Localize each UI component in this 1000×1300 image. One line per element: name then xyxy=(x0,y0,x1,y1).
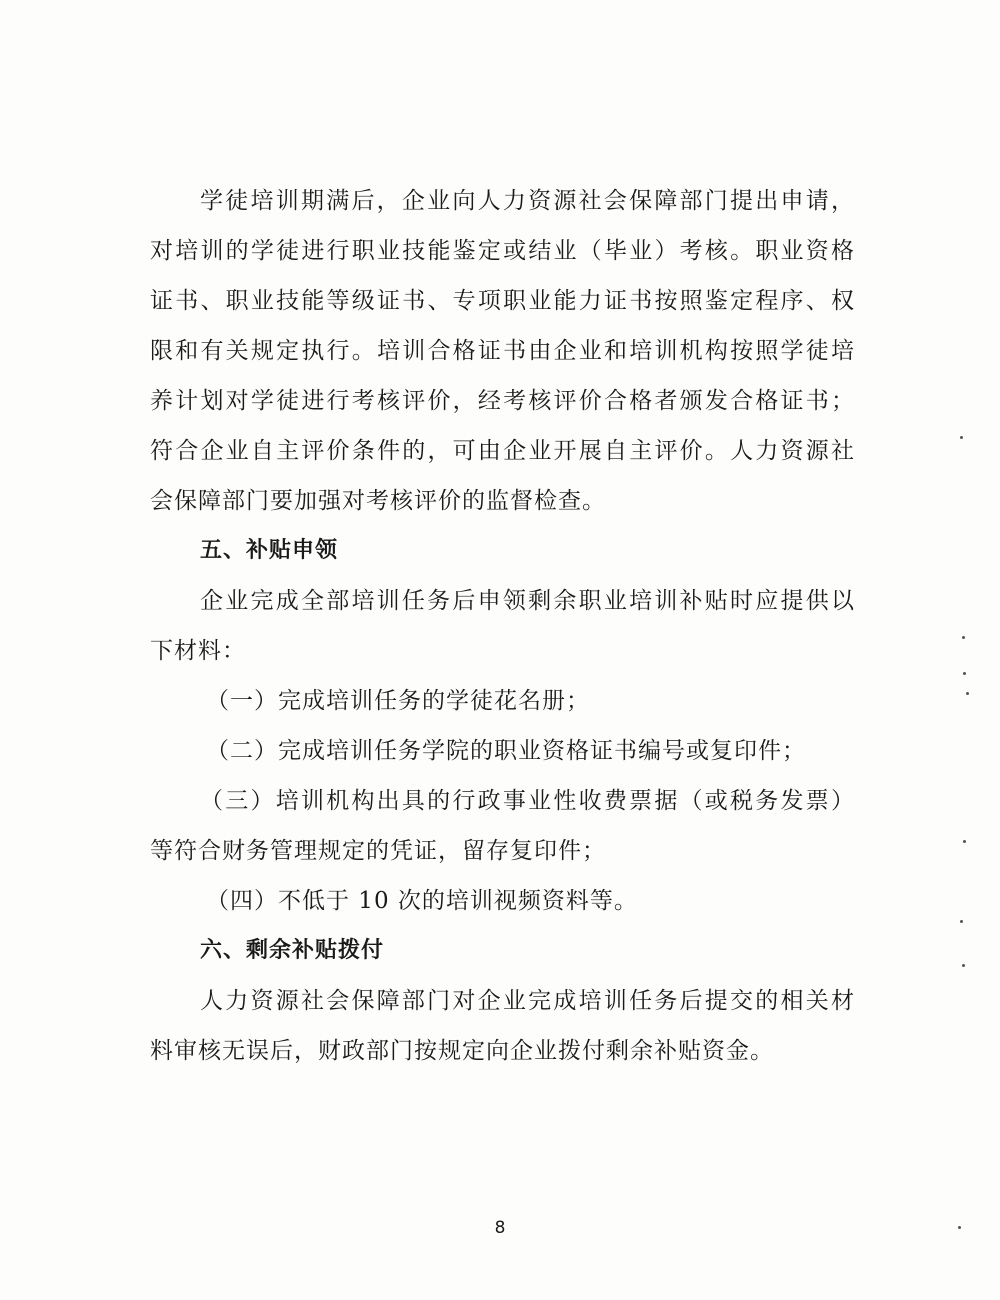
list-item: （三）培训机构出具的行政事业性收费票据（或税务发票） xyxy=(200,788,855,814)
scan-speck xyxy=(963,840,966,843)
paragraph-line: 料审核无误后，财政部门按规定向企业拨付剩余补贴资金。 xyxy=(150,1038,774,1064)
scan-speck xyxy=(962,636,965,639)
page-number: 8 xyxy=(494,1218,506,1238)
list-item: （一）完成培训任务的学徒花名册； xyxy=(206,688,590,714)
scan-speck xyxy=(963,672,966,675)
scan-speck xyxy=(966,692,969,695)
paragraph-line: 养计划对学徒进行考核评价，经考核评价合格者颁发合格证书； xyxy=(150,388,855,414)
scan-speck xyxy=(960,920,963,923)
section-heading-subsidy-claim: 五、补贴申领 xyxy=(200,538,339,563)
scan-speck xyxy=(958,1226,961,1229)
paragraph-line: 会保障部门要加强对考核评价的监督检查。 xyxy=(150,488,606,514)
section-heading-remaining-subsidy: 六、剩余补贴拨付 xyxy=(200,938,385,963)
paragraph-line: 下材料： xyxy=(150,638,246,664)
scan-speck xyxy=(962,964,965,967)
paragraph-line: 人力资源社会保障部门对企业完成培训任务后提交的相关材 xyxy=(200,988,855,1014)
list-item: （二）完成培训任务学院的职业资格证书编号或复印件； xyxy=(206,738,806,764)
paragraph-line: 对培训的学徒进行职业技能鉴定或结业（毕业）考核。职业资格 xyxy=(150,238,855,264)
paragraph-line: 学徒培训期满后，企业向人力资源社会保障部门提出申请， xyxy=(200,188,855,214)
paragraph-line: 符合企业自主评价条件的，可由企业开展自主评价。人力资源社 xyxy=(150,438,855,464)
paragraph-line: 限和有关规定执行。培训合格证书由企业和培训机构按照学徒培 xyxy=(150,338,855,364)
scan-speck xyxy=(960,436,963,439)
list-item-continuation: 等符合财务管理规定的凭证，留存复印件； xyxy=(150,838,606,864)
paragraph-line: 证书、职业技能等级证书、专项职业能力证书按照鉴定程序、权 xyxy=(150,288,855,314)
paragraph-line: 企业完成全部培训任务后申领剩余职业培训补贴时应提供以 xyxy=(200,588,855,614)
list-item: （四）不低于 10 次的培训视频资料等。 xyxy=(206,888,638,914)
